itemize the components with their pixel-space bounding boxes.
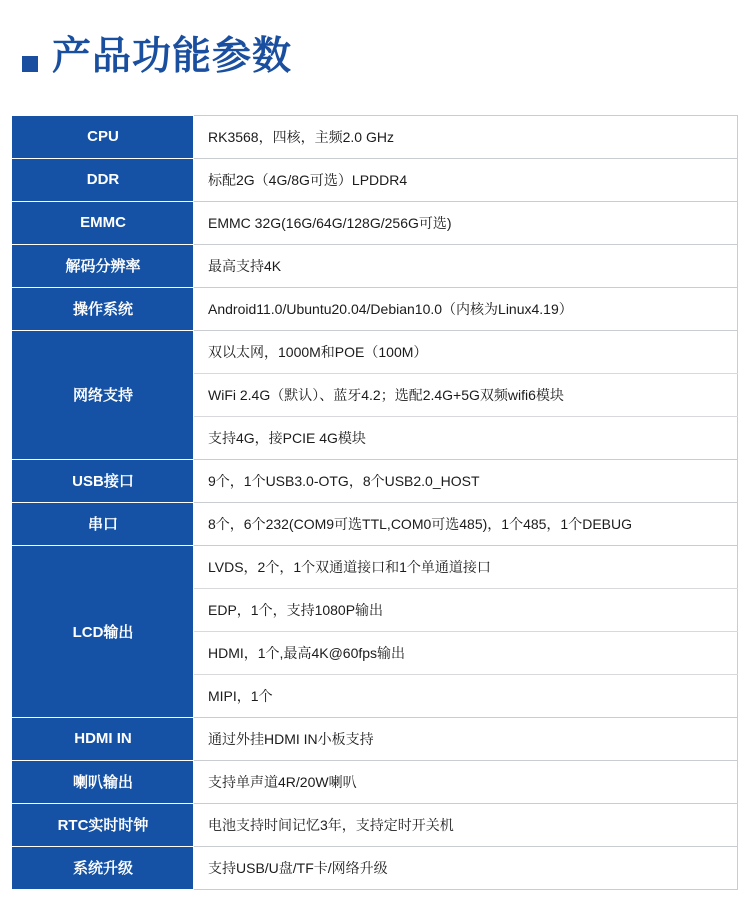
spec-value-cell: 通过外挂HDMI IN小板支持 bbox=[194, 717, 738, 760]
table-row bbox=[13, 244, 738, 287]
spec-value-cell: 电池支持时间记忆3年，支持定时开关机 bbox=[194, 803, 738, 846]
spec-label-cell: 喇叭输出 bbox=[13, 760, 194, 803]
spec-value-cell: 支持4G，接PCIE 4G模块 bbox=[194, 416, 738, 459]
table-row bbox=[13, 287, 738, 330]
spec-label-cell: USB接口 bbox=[13, 459, 194, 502]
table-row bbox=[13, 717, 738, 760]
spec-value-cell: RK3568，四核，主频2.0 GHz bbox=[194, 115, 738, 158]
spec-value-cell: WiFi 2.4G（默认）、蓝牙4.2；选配2.4G+5G双频wifi6模块 bbox=[194, 373, 738, 416]
spec-label-cell: HDMI IN bbox=[13, 717, 194, 760]
spec-value-cell: 最高支持4K bbox=[194, 244, 738, 287]
spec-value-cell: 8个，6个232(COM9可选TTL,COM0可选485)，1个485，1个DEBUG bbox=[194, 502, 738, 545]
table-row bbox=[13, 846, 738, 889]
spec-label-cell: DDR bbox=[13, 158, 194, 201]
spec-value-cell: Android11.0/Ubuntu20.04/Debian10.0（内核为Linux4.19） bbox=[194, 287, 738, 330]
spec-value-cell: MIPI，1个 bbox=[194, 674, 738, 717]
spec-label-cell: 解码分辨率 bbox=[13, 244, 194, 287]
table-row bbox=[13, 459, 738, 502]
spec-label-cell: 网络支持 bbox=[13, 330, 194, 459]
spec-value-cell: EMMC 32G(16G/64G/128G/256G可选) bbox=[194, 201, 738, 244]
table-row bbox=[13, 502, 738, 545]
spec-label-cell: CPU bbox=[13, 115, 194, 158]
table-row bbox=[13, 760, 738, 803]
bullet-square-icon bbox=[22, 56, 38, 72]
table-row bbox=[13, 201, 738, 244]
spec-value-cell: 9个，1个USB3.0-OTG，8个USB2.0_HOST bbox=[194, 459, 738, 502]
page-title-text: 产品功能参数 bbox=[52, 35, 293, 78]
spec-label-cell: EMMC bbox=[13, 201, 194, 244]
spec-value-cell: HDMI，1个,最高4K@60fps输出 bbox=[194, 631, 738, 674]
table-row bbox=[13, 330, 738, 373]
spec-value-cell: 支持单声道4R/20W喇叭 bbox=[194, 760, 738, 803]
specification-table bbox=[12, 115, 738, 890]
spec-label-cell: 系统升级 bbox=[13, 846, 194, 889]
spec-label-cell: 串口 bbox=[13, 502, 194, 545]
spec-label-cell: 操作系统 bbox=[13, 287, 194, 330]
spec-value-cell: 标配2G（4G/8G可选）LPDDR4 bbox=[194, 158, 738, 201]
spec-value-cell: EDP，1个，支持1080P输出 bbox=[194, 588, 738, 631]
table-row bbox=[13, 158, 738, 201]
spec-value-cell: 双以太网，1000M和POE（100M） bbox=[194, 330, 738, 373]
page-title bbox=[0, 0, 750, 81]
table-row bbox=[13, 115, 738, 158]
table-row bbox=[13, 545, 738, 588]
spec-value-cell: LVDS，2个，1个双通道接口和1个单通道接口 bbox=[194, 545, 738, 588]
spec-value-cell: 支持USB/U盘/TF卡/网络升级 bbox=[194, 846, 738, 889]
table-row bbox=[13, 803, 738, 846]
spec-label-cell: LCD输出 bbox=[13, 545, 194, 717]
spec-label-cell: RTC实时时钟 bbox=[13, 803, 194, 846]
